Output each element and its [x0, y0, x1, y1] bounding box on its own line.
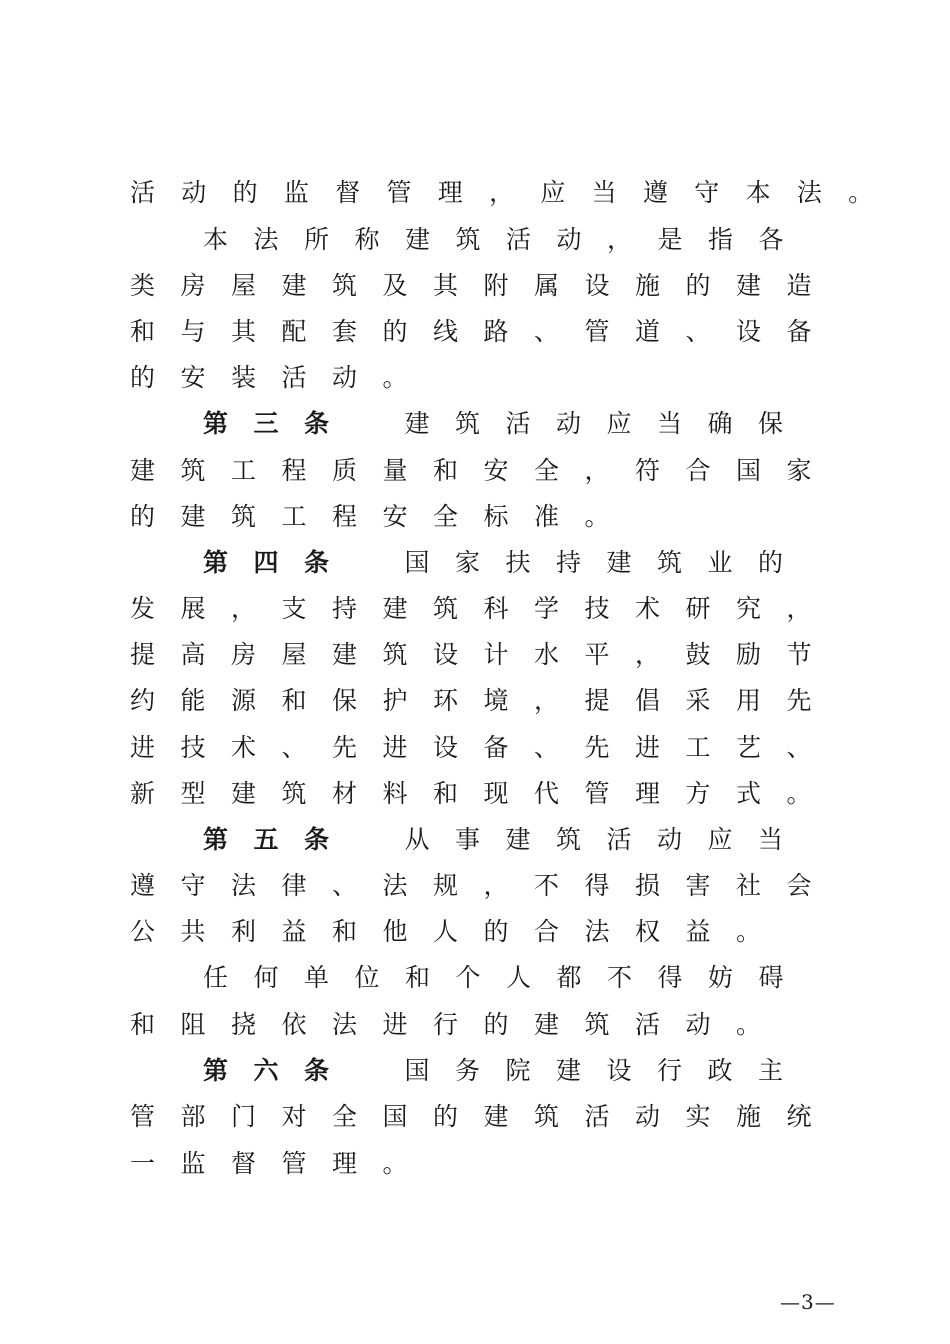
- line-text: 和 与 其 配 套 的 线 路 、 管 道 、 设 备: [130, 317, 812, 346]
- text-line: [130, 268, 837, 304]
- text-line: [130, 591, 837, 627]
- line-text: 和 阻 挠 依 法 进 行 的 建 筑 活 动 。: [130, 1010, 762, 1039]
- text-line: [130, 499, 635, 535]
- article-heading-line: [203, 822, 809, 858]
- line-text: 发 展 ， 支 持 建 筑 科 学 技 术 研 究 ，: [130, 594, 812, 623]
- text-line: [130, 637, 837, 673]
- text-line: [203, 960, 809, 996]
- line-text: 一 监 督 管 理 。: [130, 1149, 408, 1178]
- line-text: 建 筑 活 动 应 当 确 保: [404, 409, 784, 438]
- line-text: 提 高 房 屋 建 筑 设 计 水 平 ， 鼓 励 节: [130, 640, 812, 669]
- article-heading-line: [203, 545, 809, 581]
- text-line: [130, 776, 837, 812]
- line-text: 新 型 建 筑 材 料 和 现 代 管 理 方 式 。: [130, 779, 812, 808]
- line-text: 任 何 单 位 和 个 人 都 不 得 妨 碍: [203, 963, 784, 992]
- line-text: 国 家 扶 持 建 筑 业 的: [404, 548, 784, 577]
- text-line: [130, 175, 899, 211]
- article-heading-line: [203, 1053, 809, 1089]
- line-text: 公 共 利 益 和 他 人 的 合 法 权 益 。: [130, 917, 762, 946]
- text-line: [130, 914, 787, 950]
- text-line: [130, 314, 837, 350]
- article-number: 第 五 条: [203, 825, 330, 854]
- text-line: [130, 730, 837, 766]
- line-text: 遵 守 法 律 、 法 规 ， 不 得 损 害 社 会: [130, 871, 812, 900]
- line-text: 建 筑 工 程 质 量 和 安 全 ， 符 合 国 家: [130, 456, 812, 485]
- line-text: 进 技 术 、 先 进 设 备 、 先 进 工 艺 、: [130, 733, 812, 762]
- line-text: 活 动 的 监 督 管 理 ， 应 当 遵 守 本 法 。: [130, 178, 874, 207]
- line-text: 的 安 装 活 动 。: [130, 363, 408, 392]
- text-line: [130, 868, 837, 904]
- text-line: [203, 222, 809, 258]
- line-text: 的 建 筑 工 程 安 全 标 准 。: [130, 502, 610, 531]
- text-line: [130, 683, 837, 719]
- page-number: —3—: [780, 1290, 836, 1314]
- line-text: 本 法 所 称 建 筑 活 动 ， 是 指 各: [203, 225, 784, 254]
- article-number: 第 三 条: [203, 409, 330, 438]
- line-text: 国 务 院 建 设 行 政 主: [404, 1056, 784, 1085]
- line-text: 管 部 门 对 全 国 的 建 筑 活 动 实 施 统: [130, 1102, 812, 1131]
- text-line: [130, 1007, 787, 1043]
- line-text: 从 事 建 筑 活 动 应 当: [404, 825, 784, 854]
- article-heading-line: [203, 406, 809, 442]
- article-number: 第 四 条: [203, 548, 330, 577]
- article-number: 第 六 条: [203, 1056, 330, 1085]
- text-line: [130, 453, 837, 489]
- text-line: [130, 1146, 433, 1182]
- text-line: [130, 1099, 837, 1135]
- line-text: 类 房 屋 建 筑 及 其 附 属 设 施 的 建 造: [130, 271, 812, 300]
- line-text: 约 能 源 和 保 护 环 境 ， 提 倡 采 用 先: [130, 686, 812, 715]
- text-line: [130, 360, 433, 396]
